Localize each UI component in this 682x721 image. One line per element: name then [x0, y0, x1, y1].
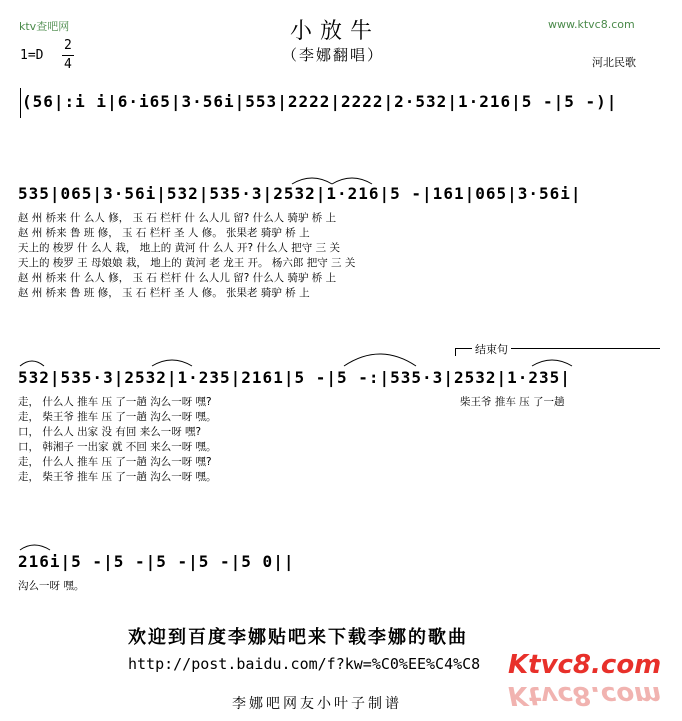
- slur-group-row-2: [0, 170, 682, 200]
- notation-row-3: 532|535·3|2532|1·235|2161|5 -|5 -:|535·3|2532|1·235|: [18, 368, 571, 387]
- key-signature: 1=D: [20, 48, 44, 63]
- end-phrase-label: 结束句: [472, 341, 511, 357]
- ktvc8-logo: Ktvc8.com: [508, 650, 662, 680]
- lyric-line: 口， 韩湘子 一出家 就 不回 来么一呀 嘿。: [18, 441, 217, 453]
- footer-welcome: 欢迎到百度李娜贴吧来下载李娜的歌曲: [128, 627, 468, 648]
- slur-group-row-4: [0, 536, 682, 566]
- lyric-line: 赵 州 桥来 什 么人 修， 玉 石 栏杆 什 么人儿 留? 什么人 骑驴 桥 上: [18, 272, 337, 284]
- notation-row-2: 535|065|3·56i|532|535·3|2532|1·216|5 -|161|065|3·56i|: [18, 184, 582, 203]
- watermark-right: www.ktvc8.com: [548, 18, 635, 31]
- lyric-line: 赵 州 桥来 鲁 班 修， 玉 石 栏杆 圣 人 修。 张果老 骑驴 桥 上: [18, 287, 310, 299]
- lyrics-ending: 柴王爷 推车 压 了一趟: [460, 396, 565, 408]
- song-origin: 河北民歌: [592, 56, 636, 69]
- lyric-line: 天上的 梭罗 什 么人 栽， 地上的 黄河 什 么人 开? 什么人 把守 三 关: [18, 242, 340, 254]
- lyric-line: 走， 什么人 推车 压 了一趟 沟么一呀 嘿?: [18, 396, 212, 408]
- lyric-line: 走， 柴王爷 推车 压 了一趟 沟么一呀 嘿。: [18, 411, 217, 423]
- slur-group-row-3: [0, 352, 682, 382]
- song-subtitle: （李娜翻唱）: [282, 46, 385, 64]
- lyric-line: 赵 州 桥来 鲁 班 修， 玉 石 栏杆 圣 人 修。 张果老 骑驴 桥 上: [18, 227, 310, 239]
- lyric-line: 天上的 梭罗 王 母娘娘 栽， 地上的 黄河 老 龙王 开。 杨六郎 把守 三 关: [18, 257, 356, 269]
- lyric-line: 走， 什么人 推车 压 了一趟 沟么一呀 嘿?: [18, 456, 212, 468]
- lyrics-block-1: [18, 211, 355, 301]
- time-signature-line: [62, 55, 74, 56]
- song-title: 小放牛: [290, 19, 381, 44]
- notation-row-4: 216i|5 -|5 -|5 -|5 -|5 0||: [18, 552, 295, 571]
- lyric-line: 走， 柴王爷 推车 压 了一趟 沟么一呀 嘿。: [18, 471, 217, 483]
- lyrics-last: 沟么一呀 嘿。: [18, 580, 85, 592]
- barline: [20, 88, 21, 118]
- lyric-line: 赵 州 桥来 什 么人 修， 玉 石 栏杆 什 么人儿 留? 什么人 骑驴 桥 上: [18, 212, 337, 224]
- footer-url[interactable]: http://post.baidu.com/f?kw=%C0%EE%C4%C8: [128, 655, 481, 673]
- lyric-line: 口， 什么人 出家 没 有回 来么一呀 嘿?: [18, 426, 202, 438]
- watermark-left: ktv查吧网: [19, 20, 70, 33]
- time-signature-bottom: 4: [64, 57, 72, 72]
- notation-row-1: (56|:i i|6·i65|3·56i|553|2222|2222|2·532|1·216|5 -|5 -)|: [22, 92, 618, 111]
- time-signature-top: 2: [64, 38, 72, 53]
- ktvc8-logo-reflection: Ktvc8.com: [508, 680, 662, 710]
- lyrics-block-2: [18, 395, 217, 485]
- footer-credit: 李娜吧网友小叶子制谱: [232, 696, 402, 712]
